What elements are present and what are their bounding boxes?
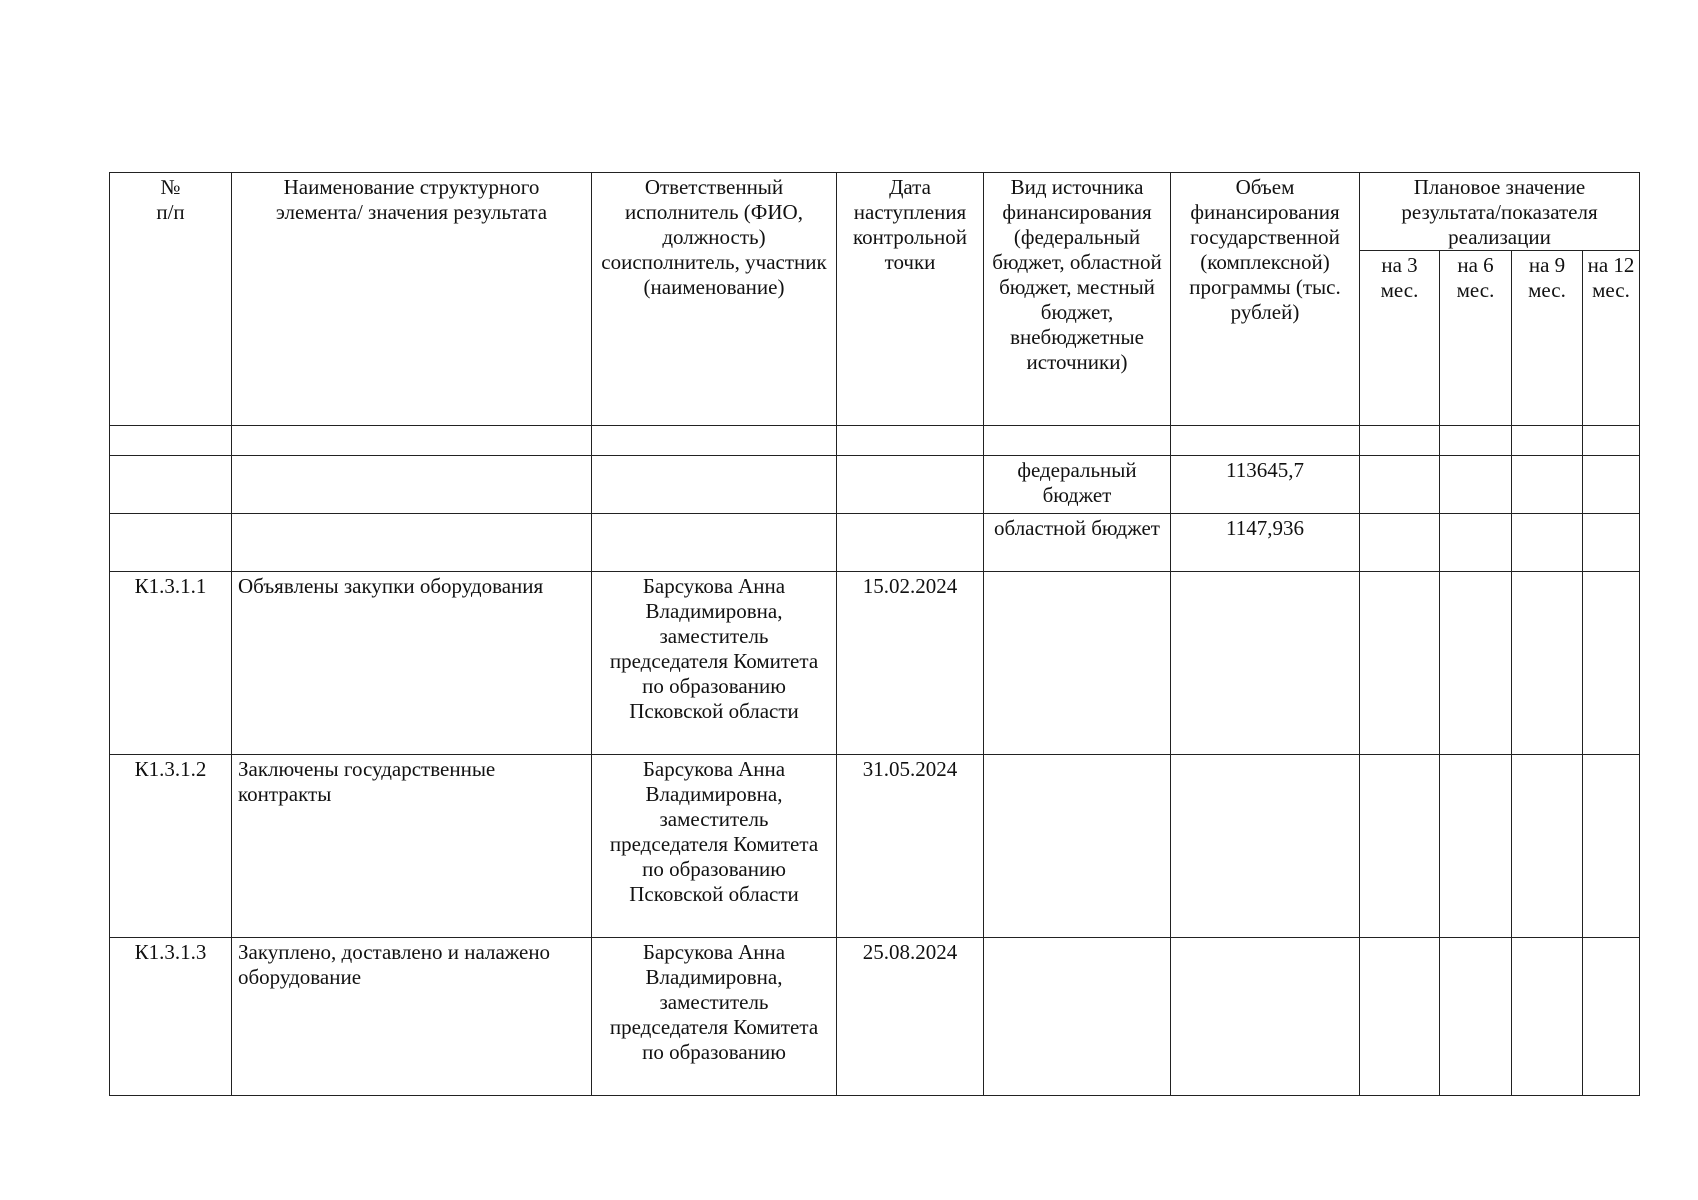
funding-amount: 1147,936 [1171,514,1360,572]
table-cell [232,514,592,572]
table-cell [232,426,592,456]
table-cell [1440,572,1512,755]
header-name: Наименование структурного элемента/ значения результата [232,173,592,426]
item-code: К1.3.1.2 [110,755,232,938]
table-row [110,938,1640,1096]
table-cell [1360,456,1440,514]
table-cell [984,938,1171,1096]
header-responsible: Ответственный исполнитель (ФИО, должность) соисполнитель, участник (наименование) [592,173,837,426]
table-cell [1360,572,1440,755]
item-name: Объявлены закупки оборудования [232,572,592,755]
table-cell [1440,514,1512,572]
table-cell [1583,456,1640,514]
table-cell [1512,938,1583,1096]
table-cell [592,426,837,456]
table-cell [1512,755,1583,938]
table-cell [1512,514,1583,572]
item-name: Закуплено, доставлено и налажено оборудование [232,938,592,1096]
table-cell [592,514,837,572]
item-responsible: Барсукова Анна Владимировна, заместитель председателя Комитета по образованию Псковской области [592,572,837,755]
blank-row [110,426,1640,456]
item-name: Заключены государственные контракты [232,755,592,938]
table-cell [1360,426,1440,456]
header-volume: Объем финансирования государственной (комплексной) программы (тыс. рублей) [1171,173,1360,426]
table-cell [1171,426,1360,456]
header-q6: на 6 мес. [1440,251,1512,426]
item-code: К1.3.1.1 [110,572,232,755]
table-row [110,572,1640,755]
table-cell [1360,514,1440,572]
table-cell [1440,426,1512,456]
table-cell [837,426,984,456]
table-cell [1360,938,1440,1096]
table-cell [1583,514,1640,572]
table-cell [837,456,984,514]
table-cell [1171,572,1360,755]
table-cell [232,456,592,514]
table-cell [1583,426,1640,456]
table-cell [1171,755,1360,938]
header-planned: Плановое значение результата/показателя реализации [1360,173,1640,251]
funding-source: федеральный бюджет [984,456,1171,514]
header-source: Вид источника финансирования (федеральный бюджет, областной бюджет, местный бюджет, внебюджетные источники) [984,173,1171,426]
header-q9: на 9 мес. [1512,251,1583,426]
funding-amount: 113645,7 [1171,456,1360,514]
funding-row [110,456,1640,514]
table-cell [984,426,1171,456]
table-cell [1512,456,1583,514]
table-cell [1583,755,1640,938]
item-date: 25.08.2024 [837,938,984,1096]
table-cell [110,514,232,572]
funding-source: областной бюджет [984,514,1171,572]
table-cell [837,514,984,572]
header-q12: на 12 мес. [1583,251,1640,426]
header-num: № п/п [110,173,232,426]
item-responsible: Барсукова Анна Владимировна, заместитель председателя Комитета по образованию Псковской области [592,755,837,938]
header-date: Дата наступления контрольной точки [837,173,984,426]
table-cell [1583,572,1640,755]
table-cell [1512,572,1583,755]
table-cell [110,456,232,514]
table-cell [1360,755,1440,938]
item-responsible: Барсукова Анна Владимировна, заместитель председателя Комитета по образованию [592,938,837,1096]
table-cell [110,426,232,456]
table-cell [1440,938,1512,1096]
table-cell [1440,755,1512,938]
table-row [110,755,1640,938]
table-cell [1512,426,1583,456]
table-cell [984,572,1171,755]
control-points-table [109,172,1640,1096]
header-row [110,173,1640,251]
item-date: 31.05.2024 [837,755,984,938]
table-cell [984,755,1171,938]
table-cell [1440,456,1512,514]
table-cell [592,456,837,514]
item-code: К1.3.1.3 [110,938,232,1096]
header-q3: на 3 мес. [1360,251,1440,426]
item-date: 15.02.2024 [837,572,984,755]
funding-row [110,514,1640,572]
table-cell [1171,938,1360,1096]
table-cell [1583,938,1640,1096]
